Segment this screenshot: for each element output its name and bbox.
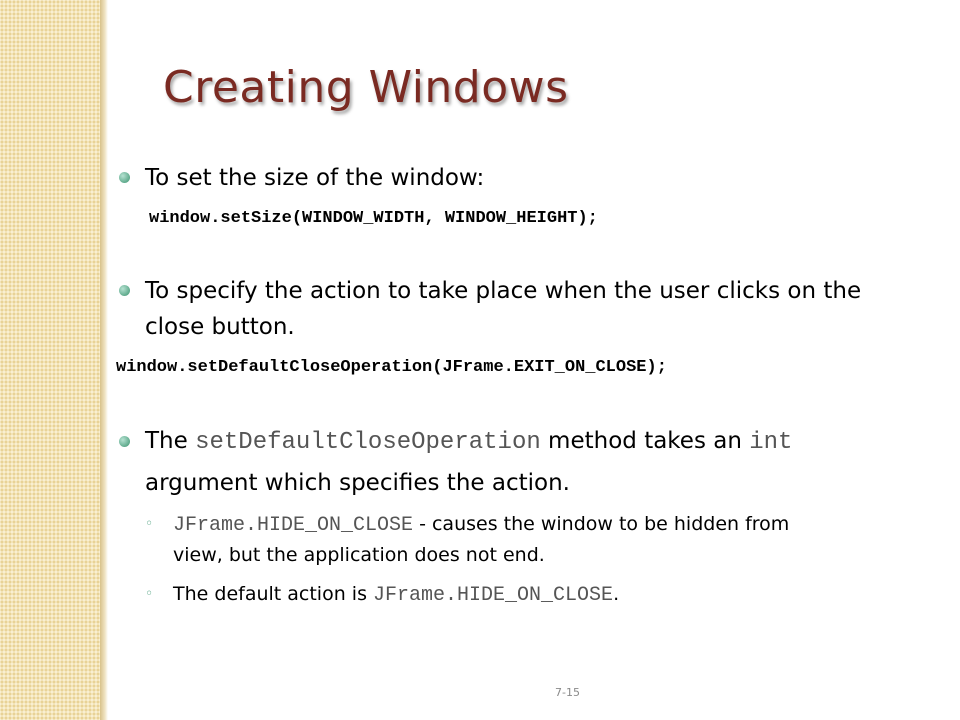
bullet-3-text-b: method takes an (540, 428, 750, 454)
bullet-icon (119, 285, 130, 296)
sub-bullet-1-code: JFrame.HIDE_ON_CLOSE (173, 514, 414, 537)
sub-bullet-2-end: . (613, 583, 620, 605)
sub-bullet-1-line-2: view, but the application does not end. (173, 544, 545, 566)
bullet-3-line-2: argument which specifies the action. (145, 470, 570, 496)
bullet-3-code-int: int (749, 429, 793, 456)
sub-bullet-icon: ◦ (145, 516, 154, 532)
bullet-icon (119, 172, 130, 183)
page-number: 7-15 (555, 686, 580, 699)
slide-title: Creating Windows (163, 62, 569, 113)
sub-bullet-2-line (173, 580, 619, 610)
side-band-edge (100, 0, 108, 720)
decorative-side-band (0, 0, 100, 720)
sub-bullet-1-line-1 (173, 510, 789, 540)
bullet-3-text-a: The (145, 428, 196, 454)
bullet-1-text: To set the size of the window: (145, 165, 485, 191)
sub-bullet-2-code: JFrame.HIDE_ON_CLOSE (373, 584, 614, 607)
sub-bullet-1-text: - causes the window to be hidden from (413, 513, 790, 535)
sub-bullet-icon: ◦ (145, 586, 154, 602)
bullet-icon (119, 436, 130, 447)
bullet-2-code: window.setDefaultCloseOperation(JFrame.EXIT_ON_CLOSE); (116, 358, 667, 377)
bullet-3-code-method: setDefaultCloseOperation (195, 429, 541, 456)
sub-bullet-2-text: The default action is (173, 583, 374, 605)
bullet-1-code: window.setSize(WINDOW_WIDTH, WINDOW_HEIGHT); (149, 209, 598, 228)
bullet-3-line-1 (145, 424, 792, 460)
bullet-2-line-1: To specify the action to take place when the user clicks on the (145, 278, 862, 304)
bullet-2-line-2: close button. (145, 314, 295, 340)
